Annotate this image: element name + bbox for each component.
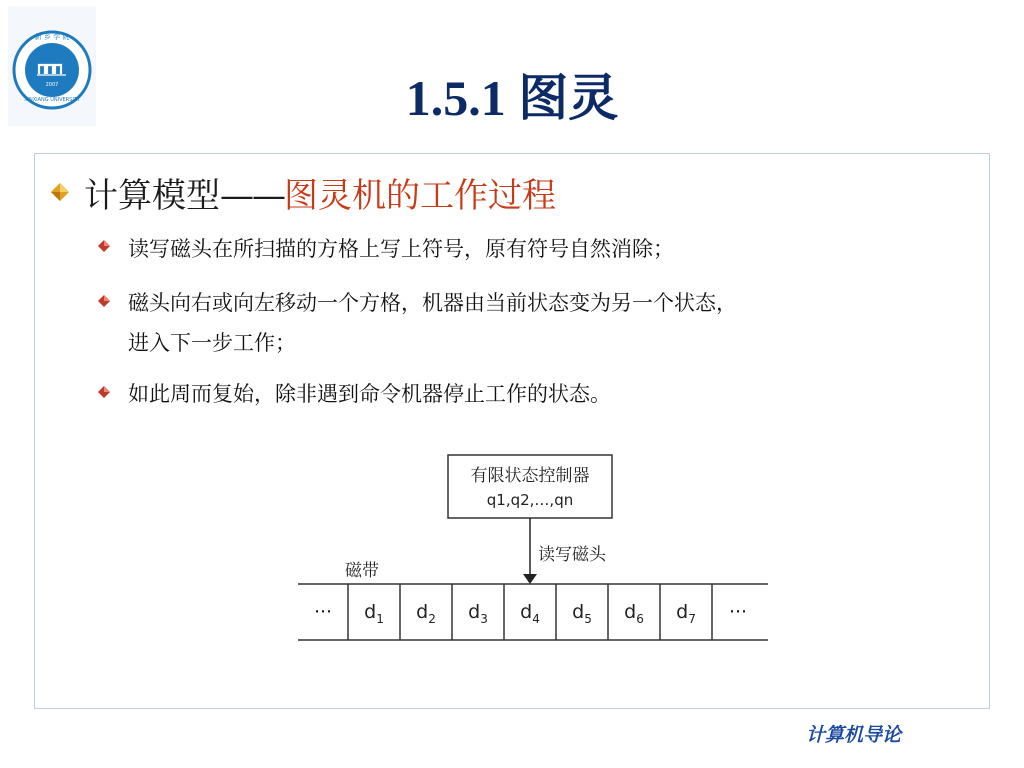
diamond-bullet-icon (50, 182, 70, 202)
turing-machine-diagram (290, 450, 780, 650)
heading-dash: —— (220, 176, 284, 216)
bullet-text-3: 如此周而复始，除非遇到命令机器停止工作的状态。 (128, 382, 611, 406)
tape-cell-ellipsis-right: ··· (728, 601, 748, 623)
tape-cell-ellipsis-left: ··· (313, 601, 333, 623)
slide-title: 1.5.1 图灵 (405, 70, 619, 126)
logo-ring-text: XINXIANG UNIVERSITY (24, 97, 80, 103)
tape-cell-d2: $d_2$ (416, 601, 436, 626)
tape-cell-d3: $d_3$ (468, 601, 488, 626)
controller-label: 有限状态控制器 (470, 466, 590, 486)
bullet-text-2-continued: 进入下一步工作； (128, 331, 296, 355)
tape-cell-d4: $d_4$ (520, 601, 540, 626)
course-footer: 计算机导论 (806, 724, 902, 746)
heading-black-text: 计算模型 (84, 176, 220, 216)
tape-cell-d7: $d_7$ (676, 601, 696, 626)
tape-label: 磁带 (345, 561, 379, 581)
bullet-text-1: 读写磁头在所扫描的方格上写上符号，原有符号自然消除； (128, 237, 674, 261)
tape-cell-d6: $d_6$ (624, 601, 644, 626)
small-bullet-icon (98, 295, 110, 307)
states-label: q1,q2,…,qn (486, 491, 574, 509)
small-bullet-icon (98, 240, 110, 252)
heading-red-text: 图灵机的工作过程 (284, 176, 556, 216)
head-label: 读写磁头 (538, 545, 606, 565)
tape-cell-d1: $d_1$ (364, 601, 384, 626)
head-arrow-icon (523, 574, 537, 584)
bullet-text-2: 磁头向右或向左移动一个方格，机器由当前状态变为另一个状态， (128, 291, 737, 315)
tape-cell-d5: $d_5$ (572, 601, 592, 626)
logo-top-text: 新 乡 学 院 (34, 33, 70, 41)
logo-year: 2007 (45, 82, 59, 88)
small-bullet-icon (98, 386, 110, 398)
main-heading (84, 168, 556, 217)
